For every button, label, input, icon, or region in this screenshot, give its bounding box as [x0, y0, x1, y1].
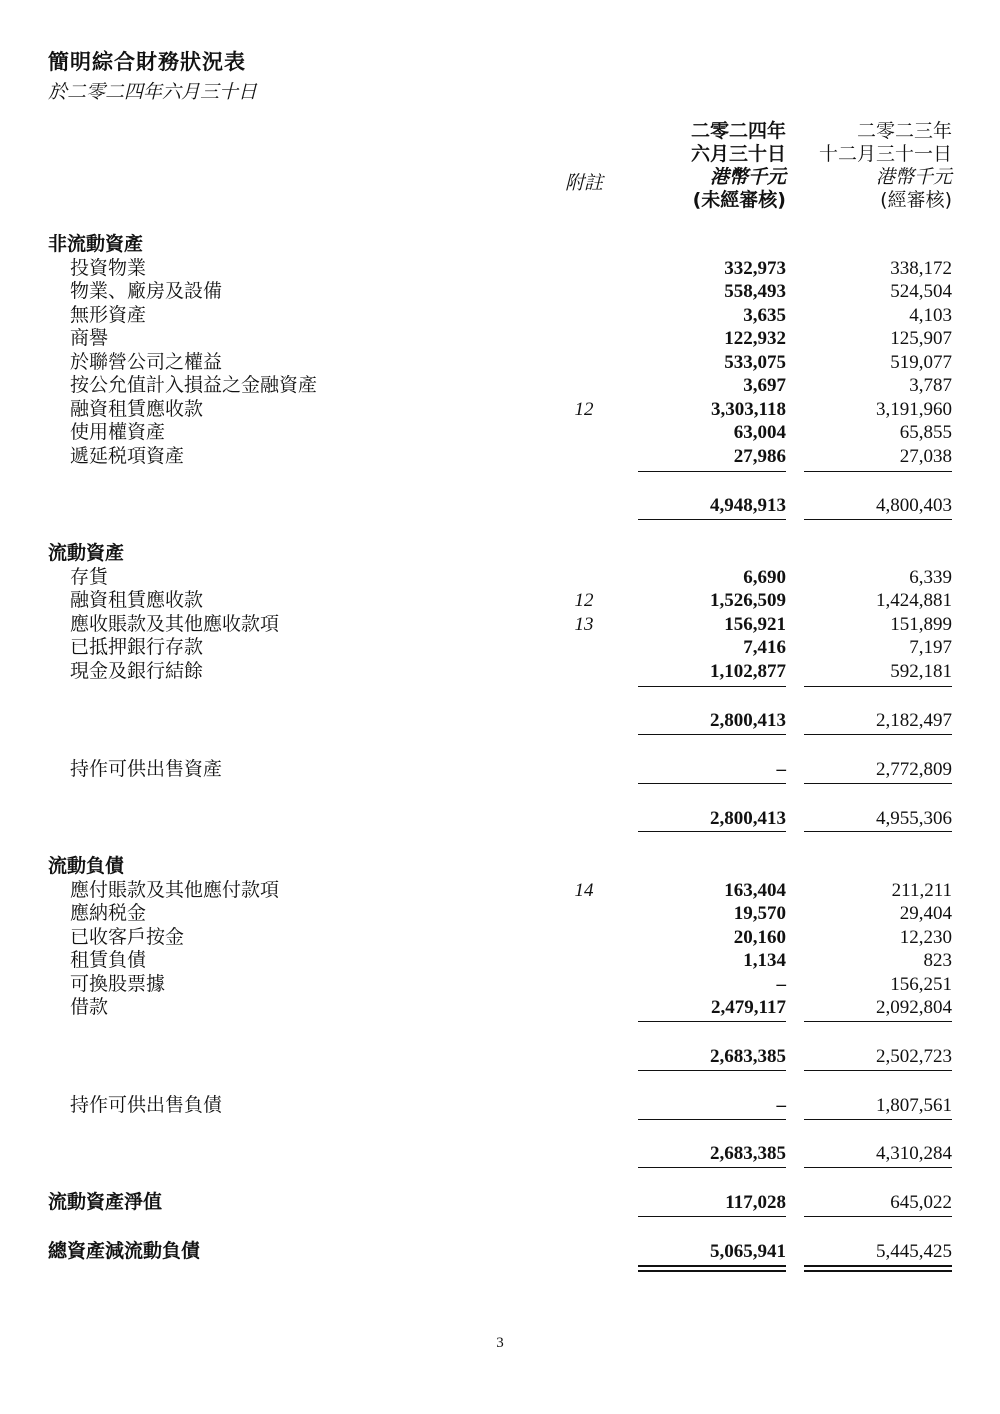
page-number: 3	[496, 1335, 504, 1351]
current-value: 27,986	[733, 446, 786, 467]
previous-value: 1,807,561	[876, 1095, 952, 1116]
section-current-liabilities	[0, 855, 1000, 878]
note-ref: 14	[574, 880, 594, 901]
row-label: 應收賬款及其他應收款項	[70, 613, 280, 635]
current-header-unit: 港幣千元	[709, 166, 786, 188]
underline-rule	[804, 734, 952, 735]
previous-value: 4,310,284	[876, 1143, 952, 1164]
underline-rule	[638, 1167, 786, 1168]
table-row	[0, 613, 1000, 636]
note-column-header: 附註	[564, 172, 603, 194]
previous-value: 2,502,723	[876, 1046, 952, 1067]
current-value: 2,800,413	[710, 808, 786, 829]
previous-value: 645,022	[890, 1192, 952, 1213]
current-value: 1,102,877	[710, 661, 786, 682]
row-label: 融資租賃應收款	[70, 398, 204, 420]
previous-value: 125,907	[890, 328, 952, 349]
row-label: 投資物業	[70, 257, 147, 279]
underline-rule	[638, 1216, 786, 1217]
previous-value: 4,800,403	[876, 495, 952, 516]
previous-value: 6,339	[909, 567, 952, 588]
underline-rule	[638, 519, 786, 520]
row-label: 借款	[70, 996, 109, 1018]
current-value: 2,683,385	[710, 1143, 786, 1164]
row-label: 應付賬款及其他應付款項	[70, 879, 280, 901]
subtotal-row	[0, 807, 1000, 830]
table-row	[0, 566, 1000, 589]
current-value: 2,800,413	[710, 710, 786, 731]
current-value: –	[776, 759, 786, 780]
underline-rule	[638, 1119, 786, 1120]
underline-rule	[804, 831, 952, 832]
current-value: 117,028	[725, 1192, 786, 1213]
total-assets-less-current-liabilities-row	[0, 1240, 1000, 1263]
row-label: 無形資產	[70, 304, 147, 326]
subtotal-row	[0, 709, 1000, 732]
previous-value: 2,092,804	[876, 997, 952, 1018]
underline-rule	[804, 471, 952, 472]
row-label: 總資產減流動負債	[48, 1240, 201, 1262]
note-ref: 12	[574, 590, 594, 611]
table-row	[0, 327, 1000, 350]
current-value: 5,065,941	[710, 1241, 786, 1262]
current-value: 4,948,913	[710, 495, 786, 516]
previous-value: 2,182,497	[876, 710, 952, 731]
row-label: 租賃負債	[70, 949, 147, 971]
row-label: 已抵押銀行存款	[70, 636, 204, 658]
table-row	[0, 926, 1000, 949]
current-value: –	[776, 1095, 786, 1116]
table-row	[0, 1094, 1000, 1117]
statement-title: 簡明綜合財務狀況表	[48, 50, 246, 74]
previous-value: 4,955,306	[876, 808, 952, 829]
row-label: 現金及銀行結餘	[70, 660, 204, 682]
row-label: 物業、廠房及設備	[70, 280, 223, 302]
previous-value: 3,191,960	[876, 399, 952, 420]
current-header-audit: (未經審核)	[692, 189, 786, 211]
table-row	[0, 280, 1000, 303]
table-row	[0, 398, 1000, 421]
section-current-assets	[0, 542, 1000, 565]
underline-rule	[638, 831, 786, 832]
current-period-header	[691, 120, 786, 212]
current-header-date: 六月三十日	[690, 143, 786, 165]
previous-value: 29,404	[899, 903, 952, 924]
previous-header-year: 二零二三年	[856, 120, 952, 142]
current-value: 558,493	[724, 281, 786, 302]
table-row	[0, 351, 1000, 374]
double-underline	[638, 1265, 786, 1272]
row-label: 持作可供出售資產	[70, 758, 223, 780]
previous-value: 519,077	[890, 352, 952, 373]
previous-value: 7,197	[909, 637, 952, 658]
underline-rule	[638, 1070, 786, 1071]
previous-value: 4,103	[909, 305, 952, 326]
previous-value: 12,230	[899, 927, 952, 948]
underline-rule	[804, 783, 952, 784]
previous-value: 211,211	[891, 880, 952, 901]
underline-rule	[804, 1119, 952, 1120]
previous-period-header	[819, 120, 952, 212]
subtotal-row	[0, 494, 1000, 517]
current-value: 1,134	[743, 950, 786, 971]
current-header-year: 二零二四年	[690, 120, 786, 142]
row-label: 遞延税項資產	[70, 445, 185, 467]
row-label: 商譽	[70, 327, 109, 349]
table-row	[0, 660, 1000, 683]
subtotal-row	[0, 1045, 1000, 1068]
current-value: 163,404	[724, 880, 786, 901]
current-value: 6,690	[743, 567, 786, 588]
previous-value: 151,899	[890, 614, 952, 635]
current-value: 7,416	[743, 637, 786, 658]
row-label: 持作可供出售負債	[70, 1094, 223, 1116]
statement-date: 於二零二四年六月三十日	[48, 81, 258, 103]
underline-rule	[638, 1021, 786, 1022]
row-label: 按公允值計入損益之金融資產	[70, 374, 318, 396]
current-value: 19,570	[733, 903, 786, 924]
table-row	[0, 304, 1000, 327]
row-label: 使用權資產	[70, 421, 166, 443]
row-label: 存貨	[70, 566, 109, 588]
previous-value: 1,424,881	[876, 590, 952, 611]
underline-rule	[804, 1070, 952, 1071]
table-row	[0, 902, 1000, 925]
section-non-current-assets	[0, 233, 1000, 256]
table-row	[0, 421, 1000, 444]
current-value: 3,635	[743, 305, 786, 326]
current-value: 3,697	[743, 375, 786, 396]
underline-rule	[804, 1216, 952, 1217]
previous-value: 5,445,425	[876, 1241, 952, 1262]
double-underline	[804, 1265, 952, 1272]
current-value: –	[776, 974, 786, 995]
previous-value: 3,787	[909, 375, 952, 396]
previous-value: 65,855	[899, 422, 952, 443]
current-value: 63,004	[733, 422, 786, 443]
underline-rule	[638, 471, 786, 472]
current-value: 1,526,509	[710, 590, 786, 611]
current-value: 156,921	[724, 614, 786, 635]
current-value: 2,683,385	[710, 1046, 786, 1067]
table-row	[0, 949, 1000, 972]
underline-rule	[638, 783, 786, 784]
underline-rule	[804, 519, 952, 520]
row-label: 已收客戶按金	[70, 926, 185, 948]
current-value: 533,075	[724, 352, 786, 373]
previous-value: 2,772,809	[876, 759, 952, 780]
underline-rule	[638, 686, 786, 687]
underline-rule	[638, 734, 786, 735]
current-value: 20,160	[733, 927, 786, 948]
current-value: 2,479,117	[711, 997, 786, 1018]
underline-rule	[804, 1167, 952, 1168]
table-row	[0, 445, 1000, 468]
row-label: 於聯營公司之權益	[70, 351, 223, 373]
current-value: 122,932	[724, 328, 786, 349]
table-row	[0, 589, 1000, 612]
previous-value: 592,181	[890, 661, 952, 682]
subtotal-row	[0, 1142, 1000, 1165]
row-label: 應納税金	[70, 902, 147, 924]
row-label: 可換股票據	[70, 973, 166, 995]
previous-value: 524,504	[890, 281, 952, 302]
row-label: 流動負債	[48, 855, 125, 877]
table-row	[0, 879, 1000, 902]
previous-value: 338,172	[890, 258, 952, 279]
table-row	[0, 374, 1000, 397]
previous-header-audit: (經審核)	[880, 189, 952, 211]
row-label: 流動資產	[48, 542, 125, 564]
note-ref: 12	[574, 399, 594, 420]
previous-value: 27,038	[899, 446, 952, 467]
row-label: 流動資產淨值	[48, 1191, 163, 1213]
previous-header-date: 十二月三十一日	[818, 143, 952, 165]
table-row	[0, 996, 1000, 1019]
current-value: 3,303,118	[711, 399, 786, 420]
row-label: 融資租賃應收款	[70, 589, 204, 611]
underline-rule	[804, 1021, 952, 1022]
net-current-assets-row	[0, 1191, 1000, 1214]
table-row	[0, 636, 1000, 659]
table-row	[0, 973, 1000, 996]
underline-rule	[804, 686, 952, 687]
previous-value: 156,251	[890, 974, 952, 995]
previous-header-unit: 港幣千元	[875, 166, 952, 188]
table-row	[0, 257, 1000, 280]
table-row	[0, 758, 1000, 781]
current-value: 332,973	[724, 258, 786, 279]
previous-value: 823	[923, 950, 952, 971]
note-ref: 13	[574, 614, 594, 635]
row-label: 非流動資產	[48, 233, 144, 255]
